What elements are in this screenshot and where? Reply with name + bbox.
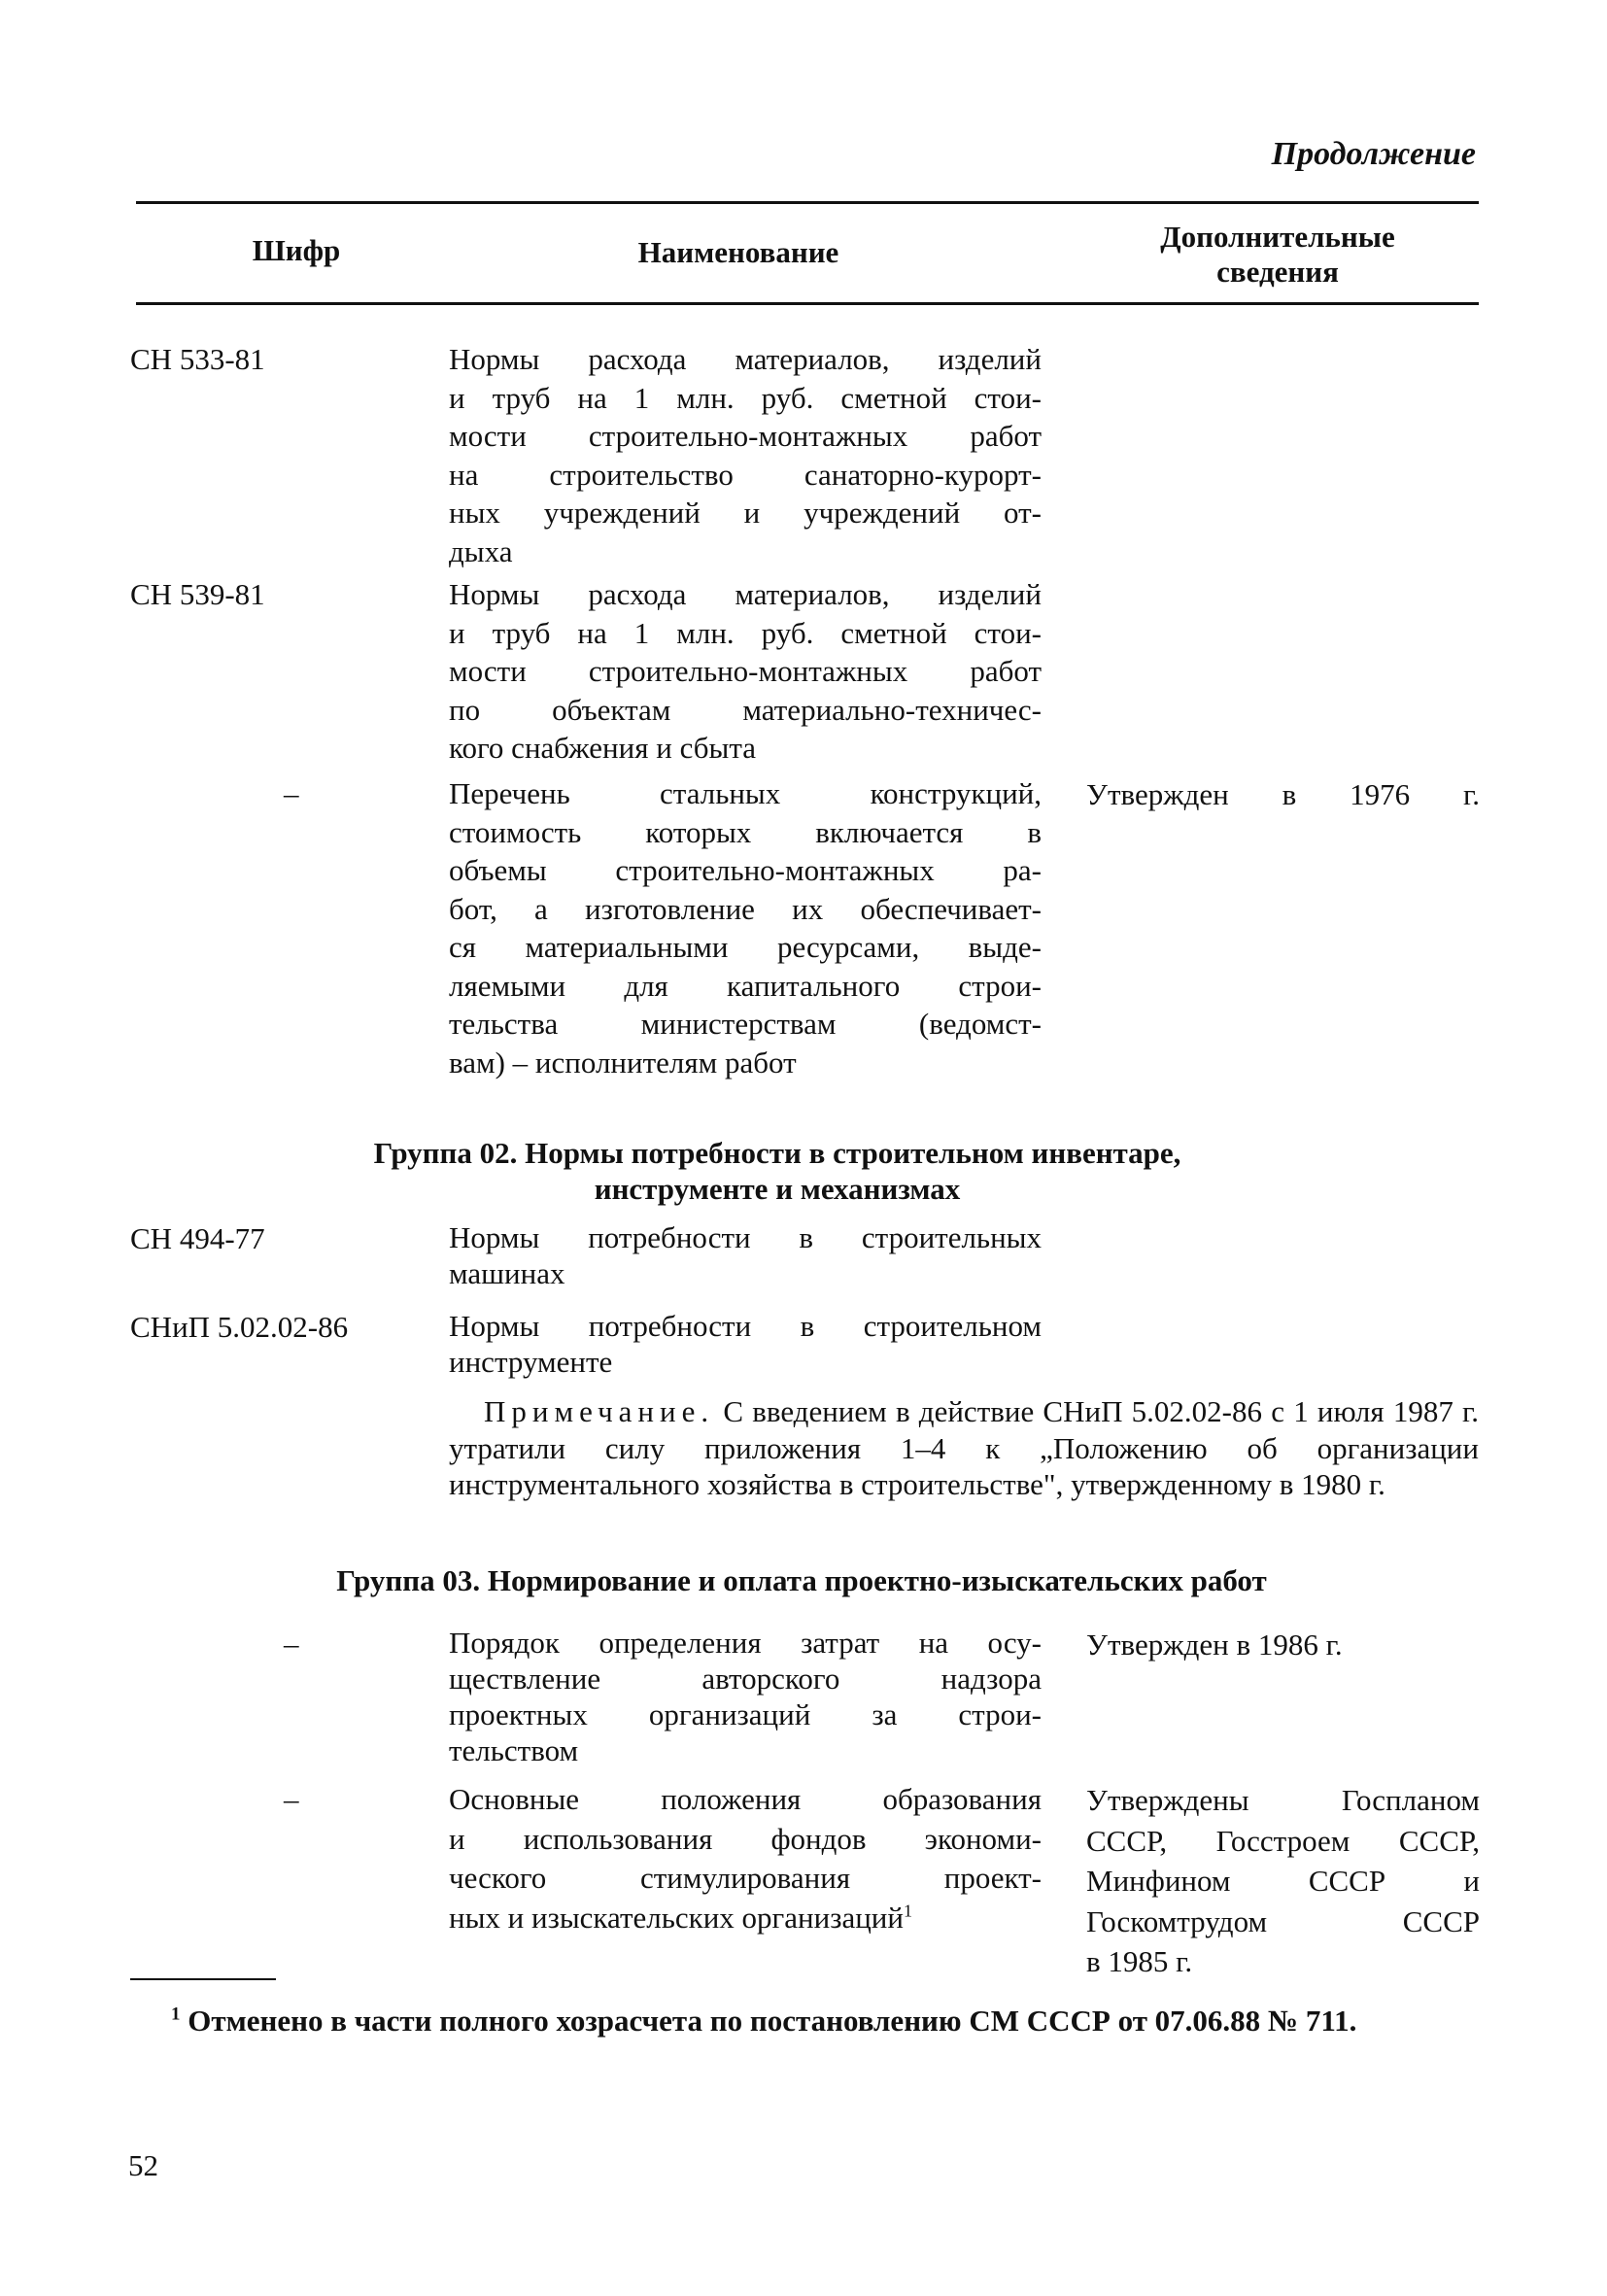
- entry-name-line: стоимость которых включается в: [449, 814, 1042, 849]
- entry-code: –: [284, 1627, 299, 1661]
- entry-name: [449, 1308, 1042, 1380]
- entry-name: [449, 340, 1042, 570]
- entry-name-line: на строительство санаторно-курорт-: [449, 457, 1042, 492]
- entry-info-line: в 1985 г.: [1086, 1944, 1193, 1978]
- note-text: С введением в действие СНиП 5.02.02-86 с 1 июля 1987 г. утратили силу приложения 1–4 к „Положению об организации инструментального хозяйства в строительстве", утвержденному в 1980 г.: [449, 1394, 1479, 1501]
- entry-info-line: СССР, Госстроем СССР,: [1086, 1823, 1480, 1858]
- entry-name-line: бот, а изготовление их обеспечивает-: [449, 891, 1042, 926]
- entry-info: Утвержден в 1986 г.: [1086, 1628, 1343, 1662]
- entry-name-line-text: ных и изыскательских организаций: [449, 1900, 904, 1935]
- footnote-reference: 1: [903, 1901, 912, 1921]
- entry-name-line: и труб на 1 млн. руб. сметной стои-: [449, 380, 1042, 415]
- header-name: Наименование: [637, 235, 839, 269]
- entry-code: –: [284, 776, 299, 810]
- entry-name-line: и труб на 1 млн. руб. сметной стои-: [449, 615, 1042, 650]
- group-02-title-line2: инструменте и механизмах: [594, 1172, 961, 1206]
- entry-code: СН 539-81: [130, 577, 265, 611]
- header-code: Шифр: [252, 233, 341, 267]
- table-header-rule: [136, 302, 1479, 305]
- entry-name-line: Основные положения образования: [449, 1782, 1042, 1816]
- entry-name-line: инструменте: [449, 1345, 613, 1379]
- entry-name-line: ществление авторского надзора: [449, 1662, 1042, 1696]
- entry-name: [449, 1219, 1042, 1291]
- entry-name-line: вам) – исполнителям работ: [449, 1045, 797, 1079]
- entry-code: СН 494-77: [130, 1221, 265, 1255]
- entry-code: СН 533-81: [130, 342, 265, 376]
- entry-name-line: Перечень стальных конструкций,: [449, 776, 1042, 810]
- entry-name-line: ся материальными ресурсами, выде-: [449, 930, 1042, 964]
- continuation-label: Продолжение: [1271, 136, 1476, 172]
- entry-name-line: по объектам материально-техничес-: [449, 692, 1042, 727]
- entry-name-line: Порядок определения затрат на осу-: [449, 1626, 1042, 1660]
- entry-name: [449, 575, 1042, 768]
- entry-name: [449, 774, 1042, 1081]
- entry-name-line: Нормы расхода материалов, изделий: [449, 577, 1042, 611]
- entry-name-line: объемы строительно-монтажных ра-: [449, 853, 1042, 887]
- entry-name-line: дыха: [449, 533, 513, 568]
- entry-name-line: тельства министерствам (ведомст-: [449, 1007, 1042, 1041]
- entry-code: СНиП 5.02.02-86: [130, 1310, 349, 1344]
- entry-info-line: Минфином СССР и: [1086, 1864, 1480, 1898]
- footnote-mark: 1: [171, 2004, 181, 2025]
- entry-name-line: и использования фондов экономи-: [449, 1821, 1042, 1856]
- group-03-title: Группа 03. Нормирование и оплата проектно-изыскательских работ: [336, 1563, 1267, 1597]
- group-02-title-line1: Группа 02. Нормы потребности в строительном инвентаре,: [373, 1136, 1181, 1170]
- table-top-rule: [136, 201, 1479, 204]
- entry-name-line: мости строительно-монтажных работ: [449, 654, 1042, 688]
- footnote-text: Отменено в части полного хозрасчета по постановлению СМ СССР от 07.06.88 № 711.: [180, 2004, 1357, 2038]
- entry-name-line: мости строительно-монтажных работ: [449, 419, 1042, 453]
- entry-name: [449, 1625, 1042, 1768]
- entry-name: [449, 1780, 1042, 1937]
- entry-info-line: Утверждены Госпланом: [1086, 1783, 1480, 1817]
- entry-name-line: Нормы потребности в строительном: [449, 1309, 1042, 1343]
- footnote-separator: [130, 1978, 276, 1980]
- footnote: [171, 2004, 1356, 2039]
- group-02-note: [449, 1393, 1479, 1503]
- entry-name-line: тельством: [449, 1733, 579, 1767]
- entry-info: [1086, 1780, 1480, 1982]
- entry-name-line: машинах: [449, 1256, 565, 1290]
- header-info: Дополнительные сведения: [1160, 220, 1395, 289]
- note-label: Примечание.: [484, 1394, 715, 1428]
- page-number: 52: [128, 2148, 158, 2182]
- entry-name-line: Нормы расхода материалов, изделий: [449, 342, 1042, 376]
- entry-code: –: [284, 1782, 299, 1816]
- entry-name-line: кого снабжения и сбыта: [449, 731, 757, 765]
- entry-info: Утвержден в 1976 г.: [1086, 777, 1480, 811]
- group-02-title: [291, 1135, 1263, 1207]
- entry-name-line: ных учреждений и учреждений от-: [449, 496, 1042, 530]
- entry-name-line: Нормы потребности в строительных: [449, 1220, 1042, 1254]
- entry-name-line: ляемыми для капитального строи-: [449, 968, 1042, 1003]
- entry-info-line: Госкомтрудом СССР: [1086, 1903, 1480, 1938]
- entry-name-line: ческого стимулирования проект-: [449, 1861, 1042, 1895]
- entry-name-line: проектных организаций за строи-: [449, 1697, 1042, 1731]
- entry-name-line: [449, 1899, 1042, 1938]
